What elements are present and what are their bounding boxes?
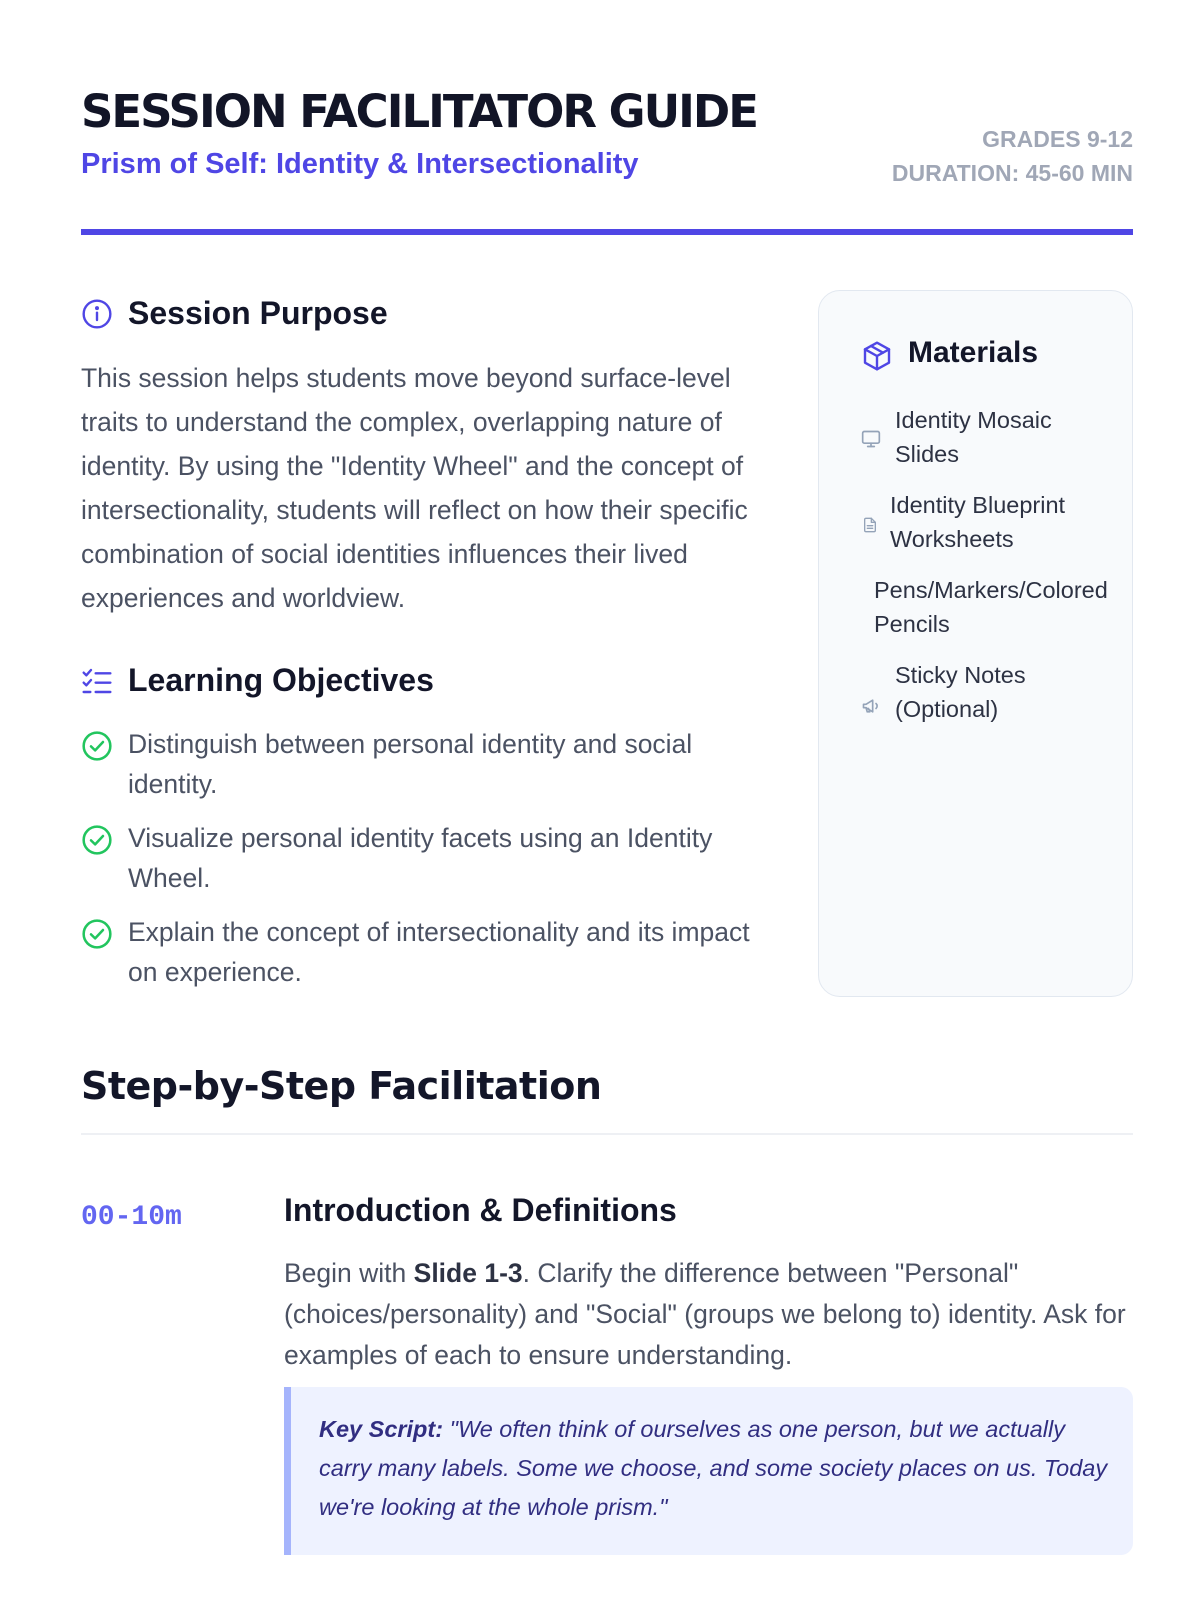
step-body-suffix: . Clarify the difference between "Personal" (choices/personality) and "Social" (groups we belong to) identity. Ask for examples of each to ensure understanding. — [284, 1258, 1126, 1370]
objective-item — [81, 912, 761, 992]
megaphone-icon — [861, 696, 881, 716]
page-title: SESSION FACILITATOR GUIDE — [81, 85, 757, 138]
key-script-text — [319, 1410, 1119, 1527]
box-icon — [861, 340, 893, 372]
objective-text: Distinguish between personal identity and social identity. — [128, 729, 693, 799]
objective-item — [81, 724, 761, 804]
materials-card — [818, 290, 1133, 997]
step-body-prefix: Begin with — [284, 1258, 414, 1288]
objective-text: Explain the concept of intersectionality and its impact on experience. — [128, 917, 750, 987]
document-icon — [862, 516, 878, 534]
step-body-highlight: Slide 1-3 — [413, 1258, 523, 1288]
grades-label: GRADES 9-12 — [982, 126, 1133, 152]
key-script-callout — [284, 1387, 1133, 1555]
duration-label: DURATION: 45-60 MIN — [891, 160, 1133, 186]
purpose-text: This session helps students move beyond surface-level traits to understand the complex, overlapping nature of identity. By using the "Identity Wheel" and the concept of intersectionality, students will reflect on how their specific combination of social identities influences their lived experiences and worldview. — [81, 363, 748, 613]
check-circle-icon — [81, 918, 113, 950]
header-rule — [81, 229, 1133, 235]
step-body — [284, 1253, 1134, 1376]
objective-item — [81, 818, 761, 898]
key-script-quote: "We often think of ourselves as one person, but we actually carry many labels. Some we choose, and some society places on us. Today we're looking at the whole prism." — [319, 1416, 1108, 1520]
key-script-label: Key Script: — [319, 1416, 444, 1442]
material-item: Pens/Markers/Colored Pencils — [874, 577, 1108, 637]
page-subtitle: Prism of Self: Identity & Intersectionality — [81, 148, 639, 180]
material-item: Sticky Notes (Optional) — [895, 662, 1026, 722]
step-title: Introduction & Definitions — [284, 1192, 677, 1228]
checklist-icon — [81, 666, 113, 698]
step-time: 00-10m — [81, 1202, 182, 1233]
session-meta — [892, 122, 1133, 190]
steps-heading: Step-by-Step Facilitation — [81, 1064, 602, 1108]
check-circle-icon — [81, 730, 113, 762]
monitor-icon — [861, 429, 881, 449]
info-circle-icon — [81, 298, 113, 330]
materials-heading: Materials — [908, 336, 1039, 369]
purpose-heading: Session Purpose — [128, 295, 388, 331]
material-item: Identity Mosaic Slides — [895, 407, 1052, 467]
objective-text: Visualize personal identity facets using an Identity Wheel. — [128, 823, 713, 893]
material-item: Identity Blueprint Worksheets — [890, 492, 1066, 552]
guide-header — [81, 80, 1133, 236]
section-divider — [81, 1133, 1133, 1135]
objectives-heading: Learning Objectives — [128, 662, 434, 698]
check-circle-icon — [81, 824, 113, 856]
